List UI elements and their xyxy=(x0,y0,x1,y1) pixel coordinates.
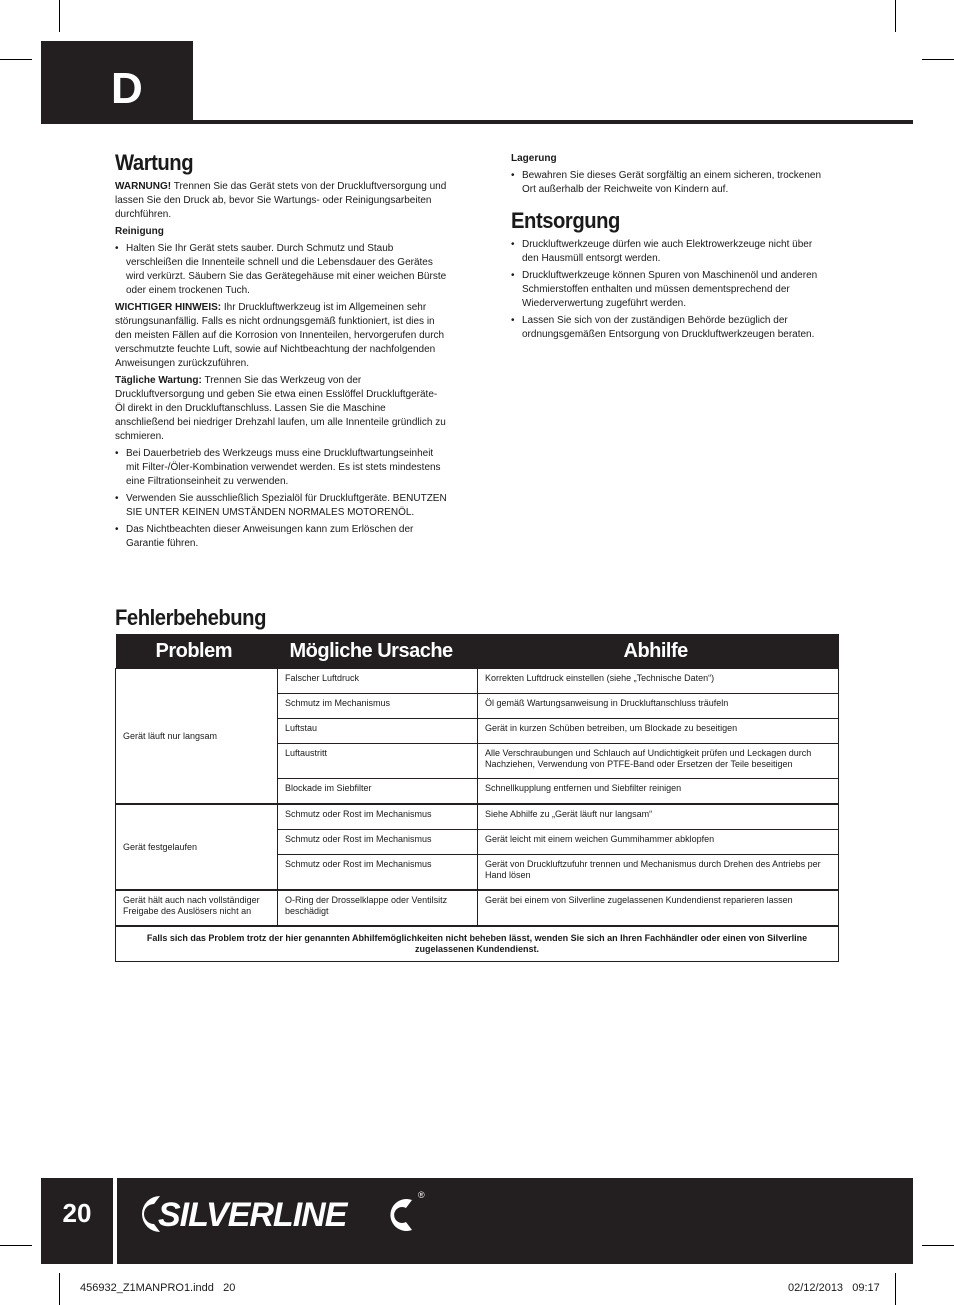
page-number: 20 xyxy=(62,1198,92,1228)
crop-mark xyxy=(59,1273,60,1305)
fehlerbehebung-title: Fehlerbehebung xyxy=(115,605,266,630)
remedy-cell: Gerät bei einem von Silverline zugelassenen Kundendienst reparieren lassen xyxy=(478,890,839,926)
cause-cell: Schmutz oder Rost im Mechanismus xyxy=(278,830,478,855)
silverline-logo xyxy=(130,1186,430,1242)
table-row xyxy=(116,669,839,694)
table-row xyxy=(116,890,839,926)
header-remedy: Abhilfe xyxy=(478,634,839,669)
logo-wordmark: SILVERLINE xyxy=(158,1196,347,1234)
warning-text: Trennen Sie das Gerät stets von der Druckluftversorgung und lassen Sie den Druck ab, bevor Sie Wartungs- oder Reinigungsarbeiten durchführen. xyxy=(115,181,447,220)
list-item: • Lassen Sie sich von der zuständigen Behörde bezüglich der ordnungsgemäßen Entsorgung von Druckluftwerkzeugen beraten. xyxy=(511,314,831,342)
daily-label: Tägliche Wartung: xyxy=(115,375,202,386)
table-header-row xyxy=(116,634,839,669)
warning-paragraph xyxy=(115,180,447,222)
crop-mark xyxy=(922,1245,954,1246)
lagerung-title: Lagerung xyxy=(511,153,557,164)
problem-cell: Gerät läuft nur langsam xyxy=(116,669,278,805)
footer-divider xyxy=(113,1178,117,1264)
remedy-cell: Gerät von Druckluftzufuhr trennen und Mechanismus durch Drehen des Antriebs per Hand lösen xyxy=(478,855,839,891)
cause-cell: Falscher Luftdruck xyxy=(278,669,478,694)
problem-cell: Gerät festgelaufen xyxy=(116,804,278,890)
table-footer-note: Falls sich das Problem trotz der hier genannten Abhilfemöglichkeiten nicht beheben lässt, wenden Sie sich an Ihren Fachhändler oder einen von Silverline zugelassenen Kundendienst. xyxy=(116,926,839,962)
cause-cell: Schmutz oder Rost im Mechanismus xyxy=(278,804,478,830)
hinweis-label: WICHTIGER HINWEIS: xyxy=(115,302,222,313)
list-item: • Das Nichtbeachten dieser Anweisungen kann zum Erlöschen der Garantie führen. xyxy=(115,523,447,551)
remedy-cell: Gerät leicht mit einem weichen Gummihammer abklopfen xyxy=(478,830,839,855)
table-footer-row xyxy=(116,926,839,962)
cause-cell: Schmutz oder Rost im Mechanismus xyxy=(278,855,478,891)
entsorgung-title: Entsorgung xyxy=(511,208,620,233)
crop-mark xyxy=(895,0,896,32)
header-cause: Mögliche Ursache xyxy=(278,634,478,669)
wrench-jaw-right-icon xyxy=(390,1199,412,1231)
header-rule xyxy=(41,120,913,124)
hinweis-paragraph xyxy=(115,301,447,371)
crop-mark xyxy=(59,0,60,32)
troubleshooting-table xyxy=(115,634,839,962)
lagerung-section xyxy=(511,152,831,200)
wartung-section xyxy=(115,180,447,554)
registered-mark: ® xyxy=(418,1190,425,1200)
print-slug-file: 456932_Z1MANPRO1.indd 20 xyxy=(80,1282,236,1294)
crop-mark xyxy=(922,59,954,60)
remedy-cell: Siehe Abhilfe zu „Gerät läuft nur langsam“ xyxy=(478,804,839,830)
remedy-cell: Gerät in kurzen Schüben betreiben, um Blockade zu beseitigen xyxy=(478,719,839,744)
list-item: • Druckluftwerkzeuge dürfen wie auch Elektrowerkzeuge nicht über den Hausmüll entsorgt werden. xyxy=(511,238,831,266)
remedy-cell: Alle Verschraubungen und Schlauch auf Undichtigkeit prüfen und Leckagen durch Nachziehen, Verwendung von PTFE-Band oder Ersetzen der Teile beseitigen xyxy=(478,744,839,779)
remedy-cell: Öl gemäß Wartungsanweisung in Druckluftanschluss träufeln xyxy=(478,694,839,719)
language-code: D xyxy=(111,64,143,113)
entsorgung-list xyxy=(511,238,831,342)
reinigung-title: Reinigung xyxy=(115,226,164,237)
header-problem: Problem xyxy=(116,634,278,669)
cause-cell: Luftstau xyxy=(278,719,478,744)
daily-list xyxy=(115,447,447,551)
print-slug-date: 02/12/2013 09:17 xyxy=(788,1282,880,1294)
remedy-cell: Korrekten Luftdruck einstellen (siehe „Technische Daten“) xyxy=(478,669,839,694)
cause-cell: Blockade im Siebfilter xyxy=(278,779,478,805)
hinweis-text: Ihr Druckluftwerkzeug ist im Allgemeinen sehr störungsunanfällig. Falls es nicht ordnungsgemäß funktioniert, ist dies in den meisten Fällen auf die Korrosion von Innenteilen, hervorgerufen durch verschmutzte feuchte Luft, sowie auf Nichtbeachtung der nachfolgenden Anweisungen zurückzuführen. xyxy=(115,302,445,369)
list-item: • Bewahren Sie dieses Gerät sorgfältig an einem sicheren, trockenen Ort außerhalb der Reichweite von Kindern auf. xyxy=(511,169,831,197)
daily-paragraph xyxy=(115,374,447,444)
table-row xyxy=(116,804,839,830)
lagerung-list xyxy=(511,169,831,197)
crop-mark xyxy=(0,59,32,60)
list-item: • Halten Sie Ihr Gerät stets sauber. Durch Schmutz und Staub verschleißen die Innenteile schnell und die Lebensdauer des Gerätes wird verkürzt. Säubern Sie das Gerätegehäuse mit einer weichen Bürste oder einem trockenen Tuch. xyxy=(115,242,447,298)
warning-label: WARNUNG! xyxy=(115,181,172,192)
wartung-title: Wartung xyxy=(115,150,194,175)
cause-cell: O-Ring der Drosselklappe oder Ventilsitz beschädigt xyxy=(278,890,478,926)
reinigung-list xyxy=(115,242,447,298)
crop-mark xyxy=(0,1245,32,1246)
daily-text: Trennen Sie das Werkzeug von der Druckluftversorgung und geben Sie etwa einen Esslöffel Druckluftgeräte-Öl direkt in den Druckluftanschluss. Lassen Sie die Maschine anschließend bei niedriger Drehzahl laufen, um alle Innenteile gründlich zu schmieren. xyxy=(115,375,446,442)
language-tab xyxy=(41,41,193,123)
list-item: • Verwenden Sie ausschließlich Spezialöl für Druckluftgeräte. BENUTZEN SIE UNTER KEINEN UMSTÄNDEN NORMALES MOTORENÖL. xyxy=(115,492,447,520)
problem-cell: Gerät hält auch nach vollständiger Freigabe des Auslösers nicht an xyxy=(116,890,278,926)
list-item: • Druckluftwerkzeuge können Spuren von Maschinenöl und anderen Schmierstoffen enthalten und müssen dementsprechend der Wiederverwertung zugeführt werden. xyxy=(511,269,831,311)
crop-mark xyxy=(895,1273,896,1305)
cause-cell: Schmutz im Mechanismus xyxy=(278,694,478,719)
cause-cell: Luftaustritt xyxy=(278,744,478,779)
entsorgung-section xyxy=(511,238,831,345)
list-item: • Bei Dauerbetrieb des Werkzeugs muss eine Druckluftwartungseinheit mit Filter-/Öler-Kombination verwendet werden. Es ist stets mindestens eine Filtrationseinheit zu verwenden. xyxy=(115,447,447,489)
remedy-cell: Schnellkupplung entfernen und Siebfilter reinigen xyxy=(478,779,839,805)
